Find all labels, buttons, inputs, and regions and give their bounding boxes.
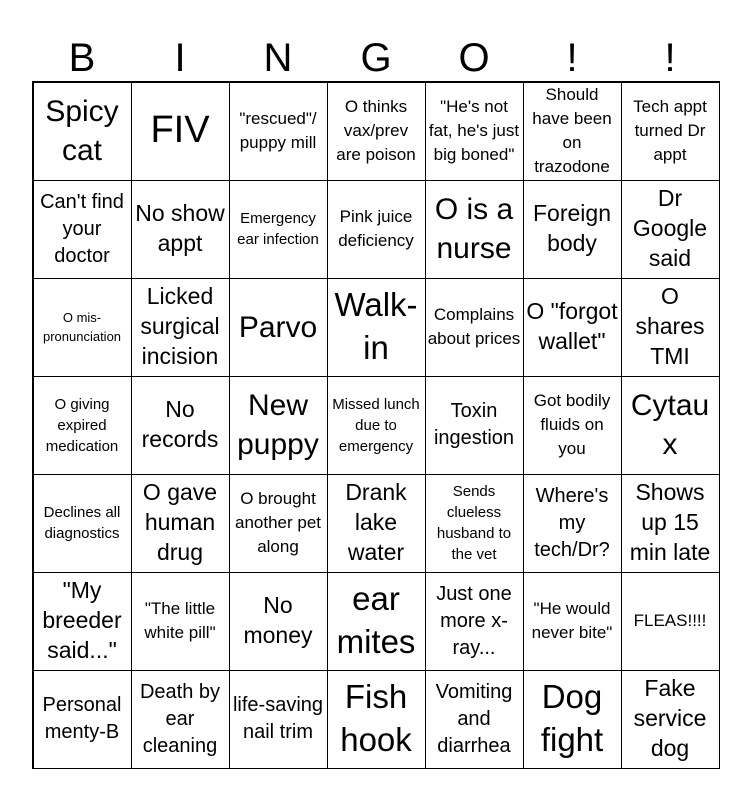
- bingo-cell[interactable]: Cytaux: [621, 376, 720, 475]
- bingo-cell[interactable]: Complains about prices: [425, 278, 524, 377]
- bingo-cell[interactable]: FLEAS!!!!: [621, 572, 720, 671]
- bingo-cell[interactable]: FIV: [131, 82, 230, 181]
- bingo-cell[interactable]: Emergency ear infection: [229, 180, 328, 279]
- title-letter-4: G: [360, 36, 392, 80]
- bingo-cell[interactable]: Parvo: [229, 278, 328, 377]
- bingo-cell[interactable]: Dr Google said: [621, 180, 720, 279]
- bingo-cell[interactable]: "My breeder said...": [33, 572, 132, 671]
- bingo-cell[interactable]: Sends clueless husband to the vet: [425, 474, 524, 573]
- bingo-cell[interactable]: No show appt: [131, 180, 230, 279]
- bingo-cell[interactable]: O mis-pronunciation: [33, 278, 132, 377]
- bingo-cell[interactable]: No records: [131, 376, 230, 475]
- bingo-cell[interactable]: Death by ear cleaning: [131, 670, 230, 769]
- bingo-cell[interactable]: Walk-in: [327, 278, 426, 377]
- bingo-cell[interactable]: Just one more x-ray...: [425, 572, 524, 671]
- bingo-cell[interactable]: Dog fight: [523, 670, 622, 769]
- bingo-cell[interactable]: Fish hook: [327, 670, 426, 769]
- bingo-cell[interactable]: Shows up 15 min late: [621, 474, 720, 573]
- bingo-cell[interactable]: Licked surgical incision: [131, 278, 230, 377]
- bingo-cell[interactable]: O is a nurse: [425, 180, 524, 279]
- bingo-cell[interactable]: Where's my tech/Dr?: [523, 474, 622, 573]
- title-letter-3: N: [263, 36, 293, 80]
- bingo-cell[interactable]: O shares TMI: [621, 278, 720, 377]
- bingo-cell[interactable]: O gave human drug: [131, 474, 230, 573]
- bingo-cell[interactable]: Should have been on trazodone: [523, 82, 622, 181]
- bingo-title: [33, 34, 719, 82]
- bingo-cell[interactable]: Personal menty-B: [33, 670, 132, 769]
- bingo-cell[interactable]: No money: [229, 572, 328, 671]
- title-letter-7: !: [664, 36, 676, 80]
- title-letter-5: O: [458, 36, 490, 80]
- title-letter-1: B: [68, 36, 96, 80]
- title-letter-6: !: [566, 36, 578, 80]
- bingo-cell[interactable]: Foreign body: [523, 180, 622, 279]
- bingo-cell[interactable]: O thinks vax/prev are poison: [327, 82, 426, 181]
- bingo-cell[interactable]: "He would never bite": [523, 572, 622, 671]
- bingo-cell[interactable]: Declines all diagnostics: [33, 474, 132, 573]
- bingo-cell[interactable]: Pink juice deficiency: [327, 180, 426, 279]
- bingo-cell[interactable]: "The little white pill": [131, 572, 230, 671]
- bingo-cell[interactable]: Fake service dog: [621, 670, 720, 769]
- bingo-cell[interactable]: O brought another pet along: [229, 474, 328, 573]
- bingo-cell[interactable]: ear mites: [327, 572, 426, 671]
- bingo-cell[interactable]: Missed lunch due to emergency: [327, 376, 426, 475]
- bingo-cell[interactable]: Spicy cat: [33, 82, 132, 181]
- bingo-cell[interactable]: "rescued"/ puppy mill: [229, 82, 328, 181]
- bingo-card-grid: [32, 81, 720, 769]
- bingo-cell[interactable]: life-saving nail trim: [229, 670, 328, 769]
- bingo-cell[interactable]: Toxin ingestion: [425, 376, 524, 475]
- bingo-cell[interactable]: Got bodily fluids on you: [523, 376, 622, 475]
- bingo-cell[interactable]: O "forgot wallet": [523, 278, 622, 377]
- bingo-cell[interactable]: Tech appt turned Dr appt: [621, 82, 720, 181]
- bingo-cell[interactable]: Drank lake water: [327, 474, 426, 573]
- bingo-cell[interactable]: New puppy: [229, 376, 328, 475]
- bingo-cell[interactable]: O giving expired medication: [33, 376, 132, 475]
- bingo-cell[interactable]: "He's not fat, he's just big boned": [425, 82, 524, 181]
- bingo-cell[interactable]: Vomiting and diarrhea: [425, 670, 524, 769]
- bingo-cell[interactable]: Can't find your doctor: [33, 180, 132, 279]
- title-letter-2: I: [174, 36, 186, 80]
